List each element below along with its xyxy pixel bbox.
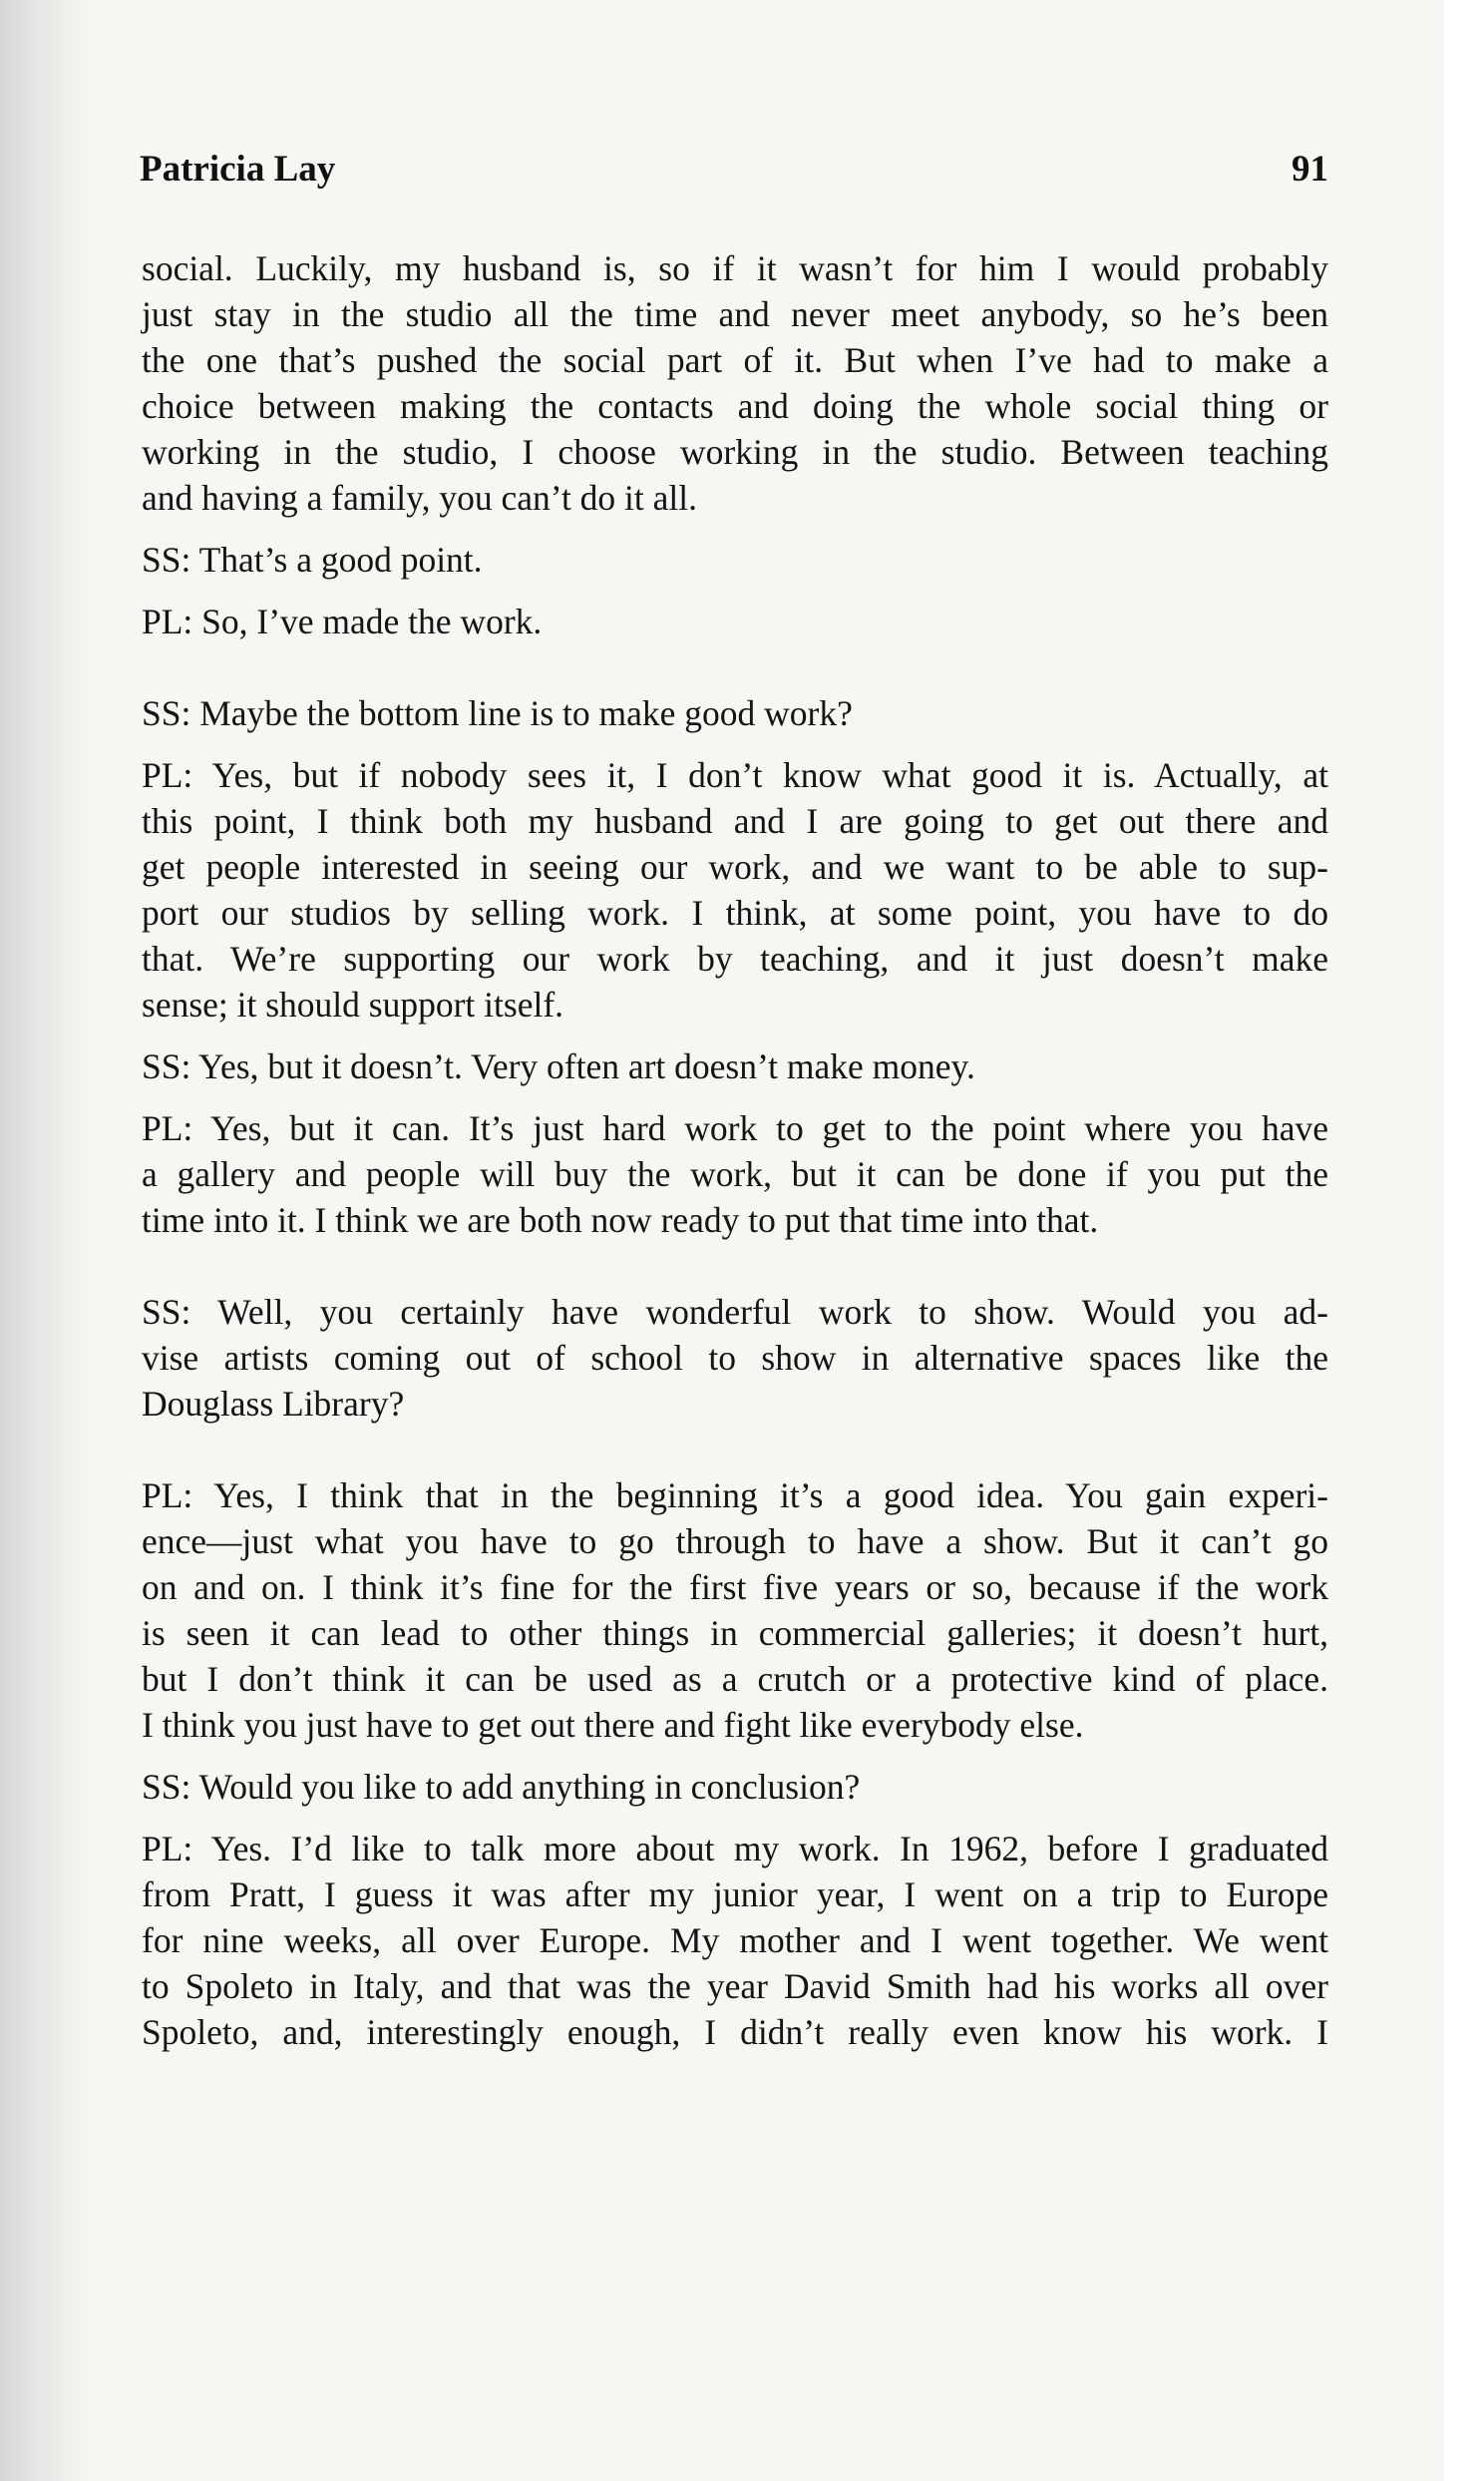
paragraph <box>142 1472 1328 1748</box>
text-line: social. Luckily, my husband is, so if it wasn’t for him I would probably <box>142 248 1328 288</box>
text-line: SS: That’s a good point. <box>142 540 483 580</box>
paragraph <box>142 1105 1328 1243</box>
text-line: PL: So, I’ve made the work. <box>142 602 543 641</box>
text-line: from Pratt, I guess it was after my junior year, I went on a trip to Europe <box>142 1874 1328 1914</box>
text-line: PL: Yes, but it can. It’s just hard work to get to the point where you have <box>142 1108 1328 1148</box>
text-line: SS: Would you like to add anything in conclusion? <box>142 1767 861 1807</box>
paragraph <box>142 752 1328 1028</box>
running-header <box>140 148 1328 204</box>
text-line: Spoleto, and, interestingly enough, I didn’t really even know his work. I <box>142 2012 1328 2052</box>
text-line: ence—just what you have to go through to have a show. But it can’t go <box>142 1521 1328 1561</box>
body-text <box>142 245 1328 2055</box>
paragraph <box>142 1764 1328 1810</box>
text-line: SS: Maybe the bottom line is to make good work? <box>142 693 853 733</box>
page-gutter-shadow <box>0 0 90 2481</box>
text-line: I think you just have to get out there and fight like everybody else. <box>142 1705 1084 1745</box>
paragraph <box>142 690 1328 736</box>
text-line: on and on. I think it’s fine for the first five years or so, because if the work <box>142 1567 1328 1607</box>
text-line: is seen it can lead to other things in commercial galleries; it doesn’t hurt, <box>142 1613 1328 1653</box>
text-line: get people interested in seeing our work, and we want to be able to sup- <box>142 847 1328 887</box>
text-line: working in the studio, I choose working in the studio. Between teaching <box>142 432 1328 472</box>
text-line: PL: Yes, but if nobody sees it, I don’t know what good it is. Actually, at <box>142 755 1328 795</box>
text-line: choice between making the contacts and doing the whole social thing or <box>142 386 1328 426</box>
paragraph <box>142 245 1328 521</box>
text-line: SS: Yes, but it doesn’t. Very often art doesn’t make money. <box>142 1046 975 1086</box>
text-line: this point, I think both my husband and I are going to get out there and <box>142 801 1328 841</box>
text-line: that. We’re supporting our work by teaching, and it just doesn’t make <box>142 939 1328 979</box>
text-line: vise artists coming out of school to show in alternative spaces like the <box>142 1338 1328 1378</box>
running-head-title: Patricia Lay <box>140 149 336 190</box>
page-number: 91 <box>1292 149 1328 190</box>
text-line: the one that’s pushed the social part of it. But when I’ve had to make a <box>142 340 1328 380</box>
page-edge <box>1444 0 1484 2481</box>
text-line: Douglass Library? <box>142 1384 405 1424</box>
paragraph <box>142 1289 1328 1427</box>
text-line: sense; it should support itself. <box>142 985 564 1025</box>
paragraph <box>142 1043 1328 1089</box>
text-line: but I don’t think it can be used as a crutch or a protective kind of place. <box>142 1659 1328 1699</box>
paragraph <box>142 599 1328 644</box>
text-line: to Spoleto in Italy, and that was the year David Smith had his works all over <box>142 1966 1328 2006</box>
text-line: a gallery and people will buy the work, but it can be done if you put the <box>142 1154 1328 1194</box>
paragraph <box>142 537 1328 583</box>
text-line: PL: Yes, I think that in the beginning it’s a good idea. You gain experi- <box>142 1475 1328 1515</box>
text-line: PL: Yes. I’d like to talk more about my work. In 1962, before I graduated <box>142 1829 1328 1868</box>
paragraph <box>142 1826 1328 2055</box>
text-line: time into it. I think we are both now ready to put that time into that. <box>142 1200 1099 1240</box>
text-line: just stay in the studio all the time and never meet anybody, so he’s been <box>142 294 1328 334</box>
text-line: for nine weeks, all over Europe. My mother and I went together. We went <box>142 1920 1328 1960</box>
text-line: and having a family, you can’t do it all. <box>142 478 698 518</box>
text-line: SS: Well, you certainly have wonderful work to show. Would you ad- <box>142 1292 1328 1332</box>
text-line: port our studios by selling work. I think, at some point, you have to do <box>142 893 1328 933</box>
